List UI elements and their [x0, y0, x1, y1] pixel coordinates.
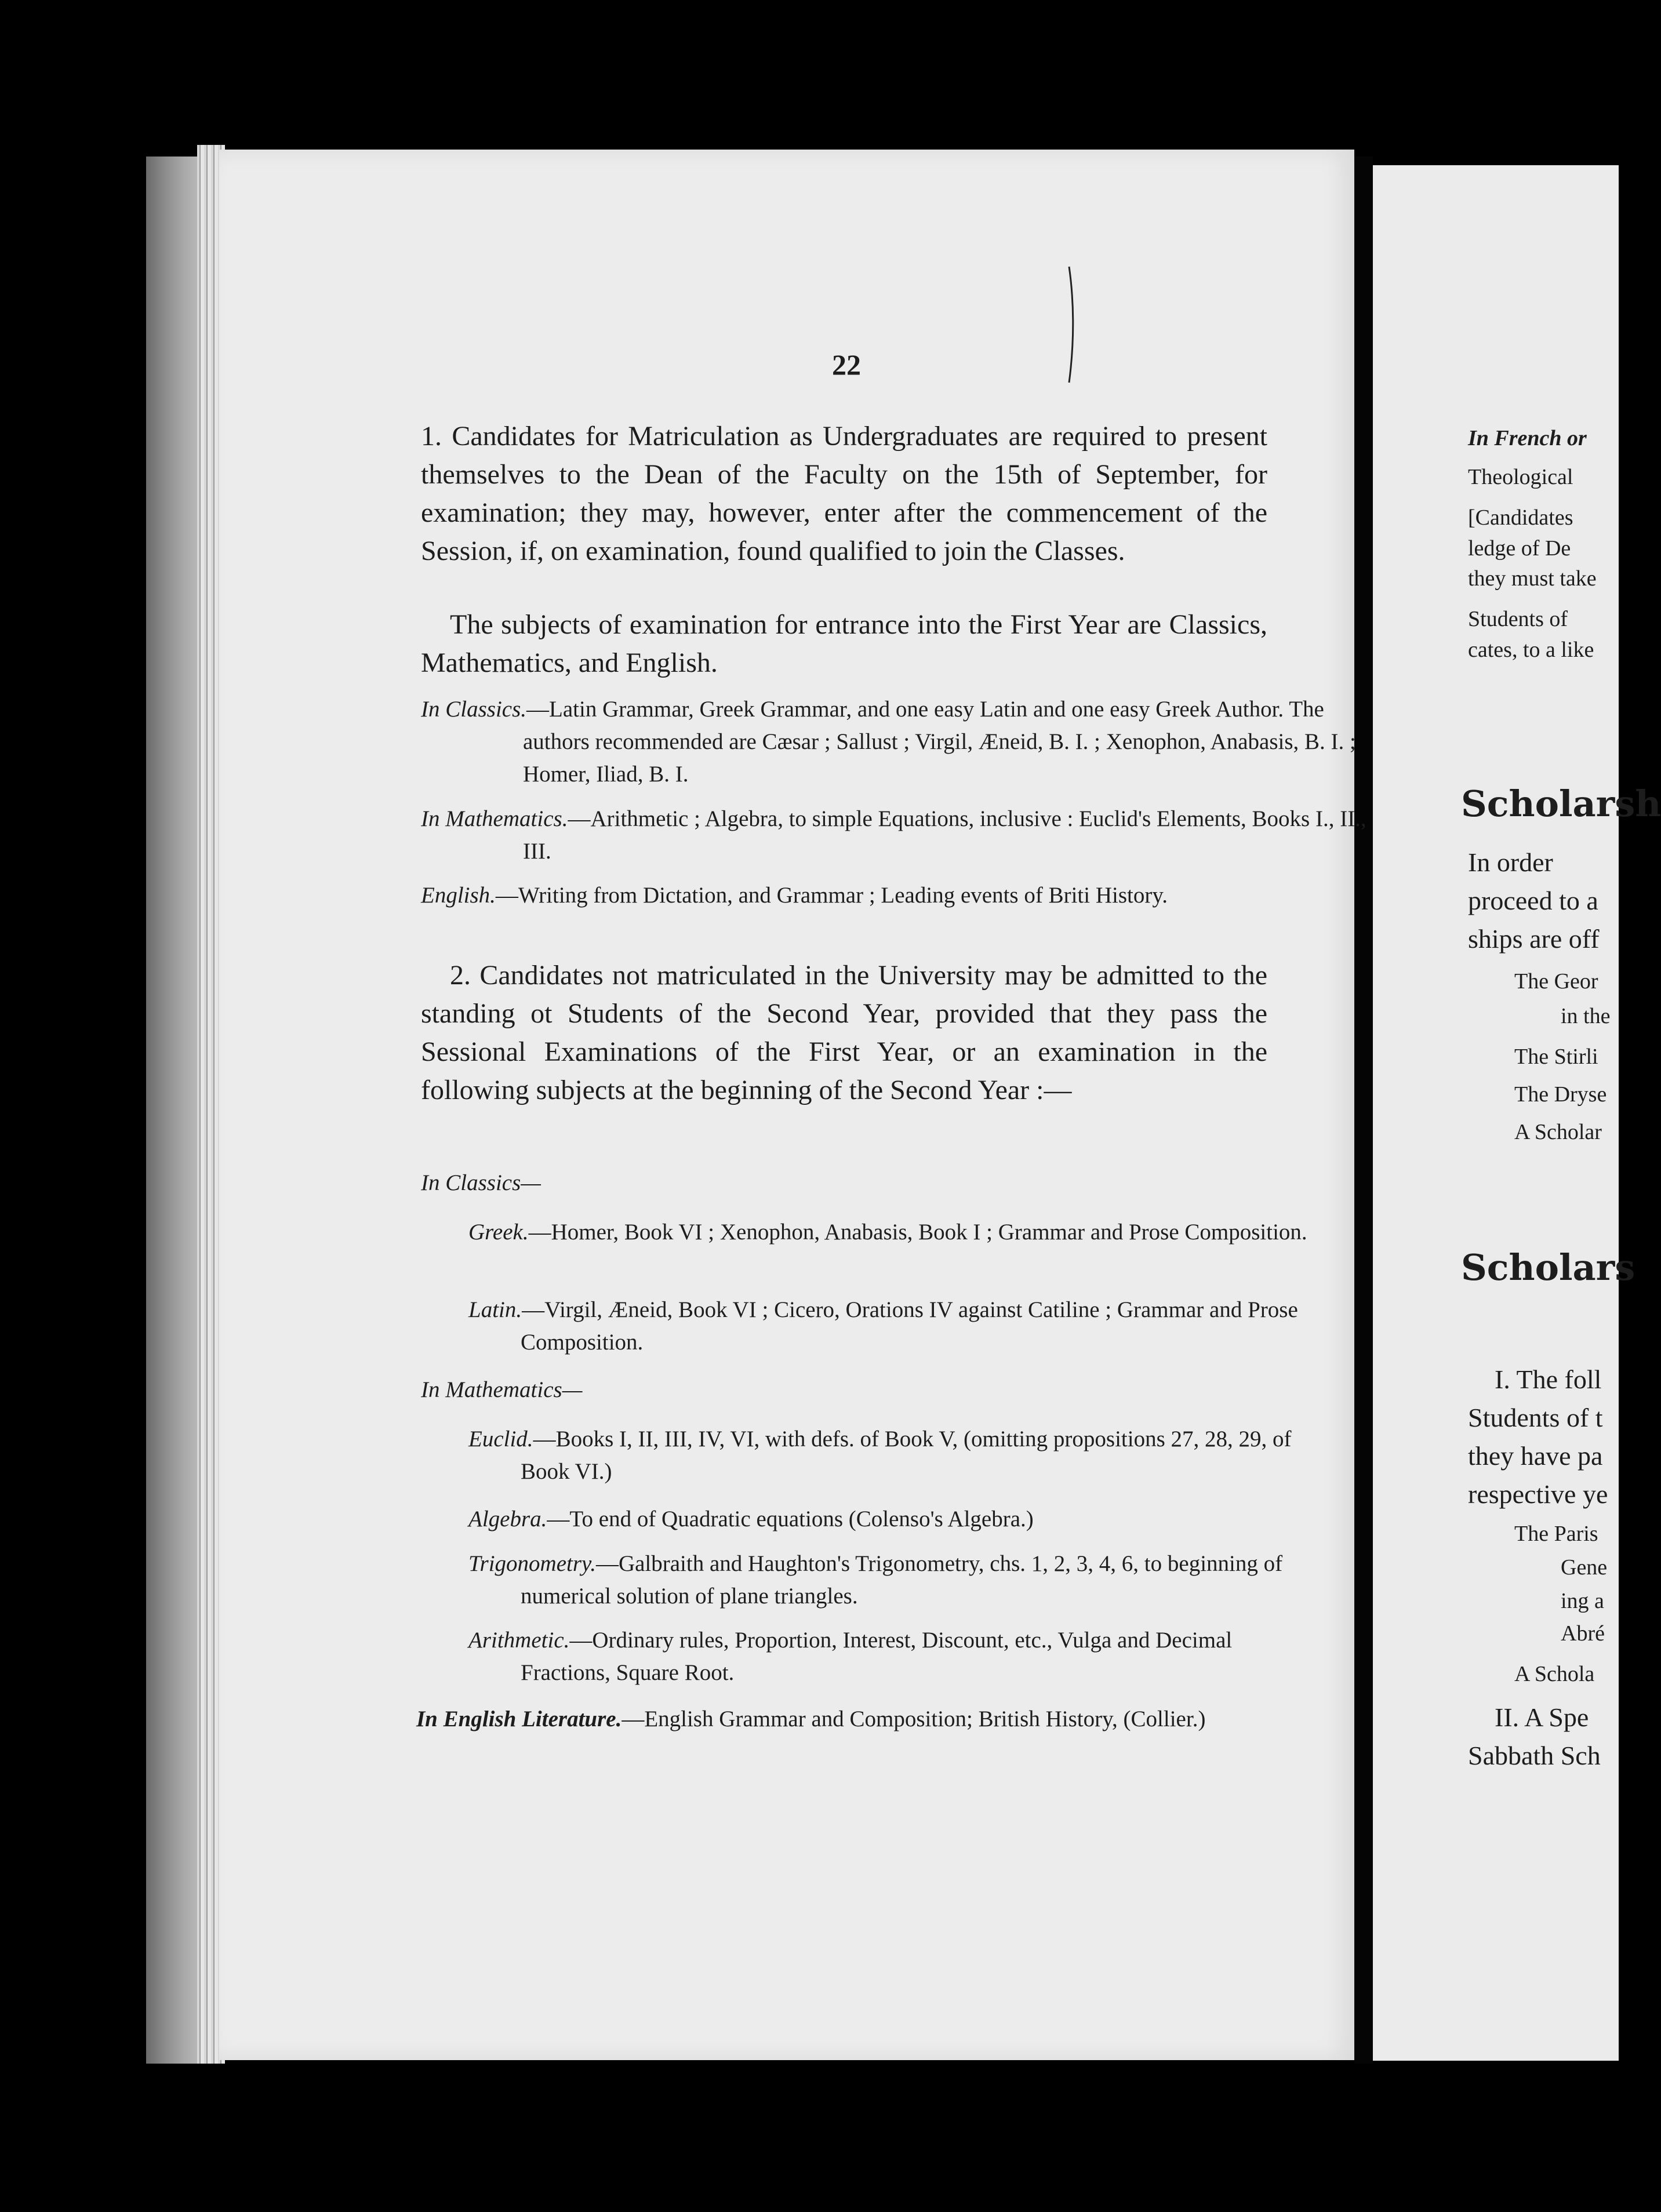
item-euclid-text: —Books I, II, III, IV, VI, with defs. of Book V, (omitting propositions 27, 28, 29, of Book VI.): [521, 1427, 1292, 1484]
rp-line: Abré: [1561, 1621, 1605, 1646]
item-greek-text: —Homer, Book VI ; Xenophon, Anabasis, Book I ; Grammar and Prose Composition.: [528, 1220, 1307, 1245]
rp-line: II. A Spe: [1495, 1702, 1589, 1732]
item-latin: [468, 1294, 1320, 1359]
pencil-mark: [1066, 264, 1077, 385]
entrance-mathematics-head: In Mathematics.: [421, 806, 568, 831]
item-algebra-text: —To end of Quadratic equations (Colenso's Algebra.): [547, 1507, 1034, 1531]
rp-line: The Stirli: [1514, 1045, 1598, 1069]
rp-line: ledge of De: [1468, 536, 1571, 561]
rp-line: Gene: [1561, 1555, 1608, 1580]
rp-line: proceed to a: [1468, 886, 1598, 915]
rp-line: they must take: [1468, 566, 1597, 591]
item-trigonometry-text: —Galbraith and Haughton's Trigonometry, chs. 1, 2, 3, 4, 6, to beginning of numerical solution of plane triangles.: [521, 1551, 1283, 1609]
book-gutter: [1354, 157, 1373, 2064]
entrance-classics: [421, 693, 1369, 791]
paragraph-matriculation: 1. Candidates for Matriculation as Undergraduates are required to present themselves to the Dean of the Faculty on the 15th of September, for examination; they may, however, enter after the commencement of the Session, if, on examination, found qualified to join the Classes.: [421, 421, 1267, 566]
rp-line: The Geor: [1514, 969, 1598, 994]
item-latin-text: —Virgil, Æneid, Book VI ; Cicero, Orations IV against Catiline ; Grammar and Prose Composition.: [521, 1297, 1298, 1355]
paragraph-entrance-subjects: The subjects of examination for entrance into the First Year are Classics, Mathematics, and English.: [421, 609, 1267, 678]
item-arithmetic-head: Arithmetic.: [468, 1628, 570, 1653]
classics-heading: In Classics—: [421, 1170, 541, 1195]
item-algebra: [468, 1503, 1320, 1536]
rp-line: respective ye: [1468, 1479, 1608, 1509]
rp-line: Students of t: [1468, 1403, 1603, 1432]
item-trigonometry: [468, 1548, 1320, 1613]
rp-line: The Dryse: [1514, 1082, 1607, 1107]
entrance-mathematics: [421, 803, 1369, 868]
entrance-english: [421, 879, 1369, 912]
item-arithmetic: [468, 1624, 1320, 1689]
item-trigonometry-head: Trigonometry.: [468, 1551, 596, 1576]
rp-line: In French or: [1468, 426, 1587, 450]
rp-line: ing a: [1561, 1589, 1604, 1613]
item-euclid-head: Euclid.: [468, 1427, 533, 1451]
rp-line: The Paris: [1514, 1522, 1598, 1546]
entrance-english-head: English.: [421, 883, 496, 908]
rp-line: they have pa: [1468, 1441, 1603, 1471]
rp-line: in the: [1561, 1004, 1611, 1028]
entrance-classics-head: In Classics.: [421, 697, 527, 722]
rp-line: A Schola: [1514, 1662, 1595, 1686]
item-english-literature: [416, 1703, 1366, 1736]
item-latin-head: Latin.: [468, 1297, 522, 1322]
page-number: 22: [832, 348, 861, 381]
entrance-classics-text: —Latin Grammar, Greek Grammar, and one easy Latin and one easy Greek Author. The authors recommended are Cæsar ; Sallust ; Virgil, Æneid, B. I. ; Xenophon, Anabasis, B. I. ; Homer, Iliad, B. I.: [523, 697, 1356, 787]
rp-line: I. The foll: [1495, 1365, 1602, 1394]
rp-line: In order: [1468, 847, 1553, 877]
rp-line: Students of: [1468, 607, 1568, 631]
mathematics-heading: In Mathematics—: [421, 1377, 583, 1402]
rp-line: cates, to a like: [1468, 638, 1594, 662]
paragraph-second-year: 2. Candidates not matriculated in the University may be admitted to the standing ot Students of the Second Year, provided that they pass the Sessional Examinations of the First Year, or an examination in the following subjects at the beginning of the Second Year :—: [421, 960, 1267, 1105]
entrance-english-text: —Writing from Dictation, and Grammar ; Leading events of Briti History.: [495, 883, 1168, 908]
rp-line: Sabbath Sch: [1468, 1741, 1601, 1770]
rp-line: [Candidates: [1468, 505, 1573, 530]
item-arithmetic-text: —Ordinary rules, Proportion, Interest, Discount, etc., Vulga and Decimal Fractions, Square Root.: [521, 1628, 1233, 1685]
item-euclid: [468, 1423, 1320, 1488]
rp-heading-scholarships: Scholarsh: [1461, 783, 1661, 825]
item-greek: [468, 1216, 1320, 1249]
entrance-mathematics-text: —Arithmetic ; Algebra, to simple Equations, inclusive : Euclid's Elements, Books I., II., III.: [523, 806, 1366, 864]
rp-line: A Scholar: [1514, 1120, 1602, 1144]
item-greek-head: Greek.: [468, 1220, 529, 1245]
item-algebra-head: Algebra.: [468, 1507, 547, 1531]
rp-line: ships are off: [1468, 924, 1600, 954]
rp-line: Theological: [1468, 465, 1573, 489]
rp-heading-scholarships-2: Scholars: [1461, 1246, 1635, 1289]
item-english-literature-head: In English Literature.: [416, 1707, 622, 1731]
item-english-literature-text: —English Grammar and Composition; British History, (Collier.): [621, 1707, 1206, 1731]
